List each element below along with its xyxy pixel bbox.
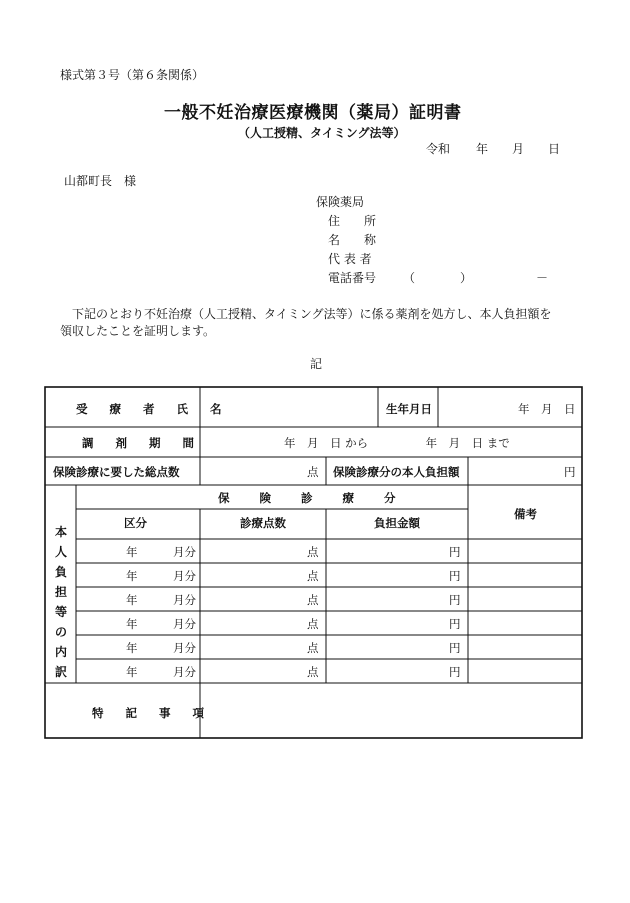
row-points[interactable]: 点 (307, 641, 319, 655)
row-year: 年 (126, 593, 138, 607)
name-label: 名 称 (328, 233, 377, 247)
row-month: 月分 (173, 665, 196, 679)
phone-paren-close: ） (460, 271, 473, 285)
row-month: 月分 (173, 593, 196, 607)
row-year: 年 (126, 617, 138, 631)
column-kubun: 区分 (124, 516, 147, 530)
row-points[interactable]: 点 (307, 665, 319, 679)
document-subtitle: （人工授精、タイミング法等） (238, 126, 406, 140)
address-label: 住 所 (328, 214, 377, 228)
ki-mark: 記 (310, 357, 323, 371)
row-amount[interactable]: 円 (449, 665, 461, 679)
row-year: 年 (126, 641, 138, 655)
row-amount[interactable]: 円 (449, 569, 461, 583)
special-notes-field[interactable] (201, 685, 581, 737)
insurance-header: 保 険 診 療 分 (218, 491, 409, 505)
special-notes-label: 特 記 事 項 (92, 706, 214, 720)
row-month: 月分 (173, 545, 196, 559)
patient-name-label: 受 療 者 氏 名 (76, 402, 231, 416)
row-year: 年 (126, 569, 138, 583)
row-points[interactable]: 点 (307, 617, 319, 631)
form-number: 様式第３号（第６条関係） (60, 68, 205, 82)
phone-dash: － (536, 271, 549, 285)
column-amount: 負担金額 (374, 516, 420, 530)
addressee: 山都町長 様 (64, 174, 137, 188)
phone-label: 電話番号 (328, 271, 377, 285)
row-amount[interactable]: 円 (449, 593, 461, 607)
row-year: 年 (126, 665, 138, 679)
document-title: 一般不妊治療医療機関（薬局）証明書 (164, 103, 462, 123)
patient-name-field[interactable] (201, 389, 377, 426)
row-points[interactable]: 点 (307, 545, 319, 559)
row-month: 月分 (173, 641, 196, 655)
birthdate-label: 生年月日 (386, 402, 432, 416)
column-remarks: 備考 (514, 507, 537, 521)
row-points[interactable]: 点 (307, 569, 319, 583)
date-month: 月 (512, 142, 525, 156)
row-points[interactable]: 点 (307, 593, 319, 607)
row-month: 月分 (173, 569, 196, 583)
self-burden-unit[interactable]: 円 (564, 465, 576, 479)
dispensing-period-field[interactable]: 年 月 日 から 年 月 日 まで (284, 436, 510, 450)
total-points-label: 保険診療に要した総点数 (53, 465, 180, 479)
body-text-line2: 領収したことを証明します。 (60, 324, 216, 338)
self-burden-label: 保険診療分の本人負担額 (333, 465, 460, 479)
birthdate-field[interactable]: 年 月 日 (518, 402, 576, 416)
total-points-unit[interactable]: 点 (307, 465, 319, 479)
date-era: 令和 (426, 142, 451, 156)
dispensing-period-label: 調 剤 期 間 (82, 436, 204, 450)
representative-label: 代 表 者 (328, 252, 372, 266)
pharmacy-heading: 保険薬局 (316, 195, 365, 209)
body-text-line1: 下記のとおり不妊治療（人工授精、タイミング法等）に係る薬剤を処方し、本人負担額を (72, 307, 552, 321)
date-year: 年 (476, 142, 489, 156)
column-points: 診療点数 (240, 516, 286, 530)
phone-paren-open: （ (403, 271, 416, 285)
row-month: 月分 (173, 617, 196, 631)
row-amount[interactable]: 円 (449, 617, 461, 631)
breakdown-vertical-label: 本人負担等の内訳 (54, 525, 67, 679)
row-year: 年 (126, 545, 138, 559)
date-day: 日 (548, 142, 561, 156)
row-amount[interactable]: 円 (449, 641, 461, 655)
row-amount[interactable]: 円 (449, 545, 461, 559)
